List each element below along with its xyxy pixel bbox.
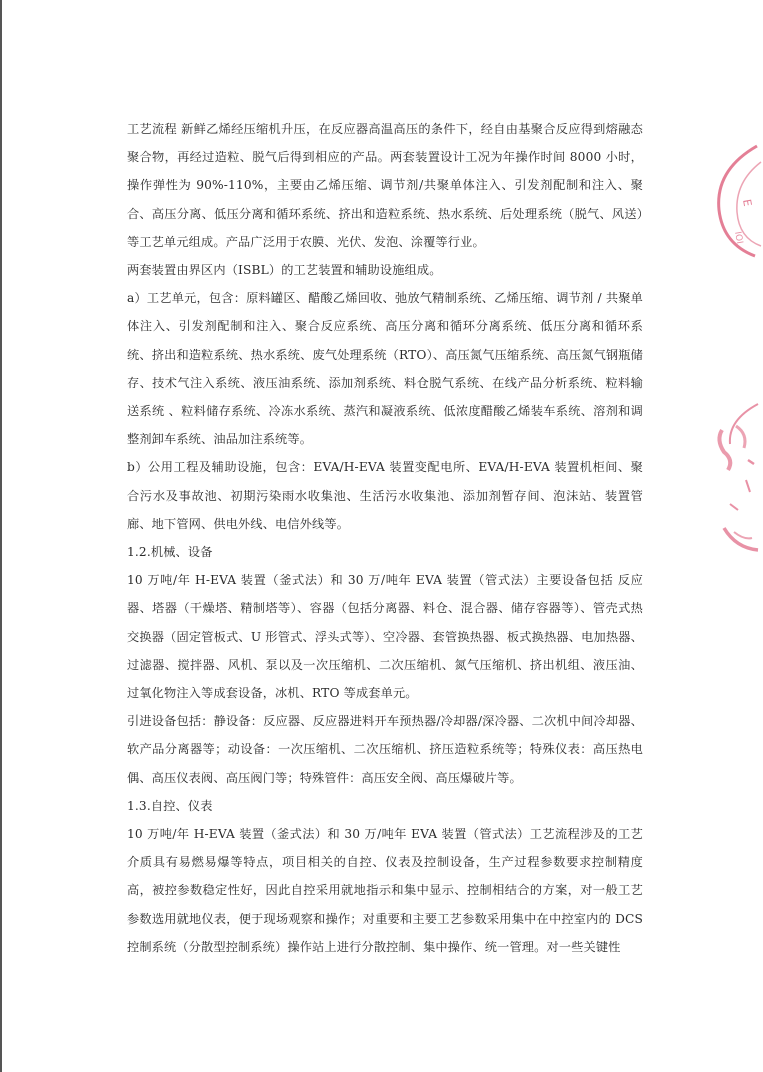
paragraph-process-flow: 工艺流程 新鲜乙烯经压缩机升压，在反应器高温高压的条件下，经自由基聚合反应得到熔融态聚合物，再经过造粒、脱气后得到相应的产品。两套装置设计工况为年操作时间 8000 小时，操作弹性为 90%-110%，主要由乙烯压缩、调节剂/共聚单体注入、引发剂配制和注入、聚合、高压分离、低压分离和循环系统、挤出和造粒系统、热水系统、后处理系统（脱气、风送）等工艺单元组成。产品广泛用于农膜、光伏、发泡、涂覆等行业。: [127, 122, 643, 249]
seal-stamp-top: [705, 140, 763, 260]
page-edge-line: [0, 0, 2, 1072]
paragraph-utilities: b）公用工程及辅助设施，包含：EVA/H-EVA 装置变配电所、EVA/H-EVA 装置机柜间、聚合污水及事故池、初期污染雨水收集池、生活污水收集池、添加剂暂存间、泡沫站、装置管廊、地下管网、供电外线、电信外线等。: [127, 460, 643, 531]
svg-text:IOI: IOI: [732, 230, 745, 245]
section-heading-equipment: 1.2.机械、设备: [127, 545, 213, 560]
paragraph-control-system: 10 万吨/年 H-EVA 装置（釜式法）和 30 万/吨年 EVA 装置（管式法）工艺流程涉及的工艺介质具有易燃易爆等特点，项目相关的自控、仪表及控制设备，生产过程参数要求控制精度高，被控参数稳定性好，因此自控采用就地指示和集中显示、控制相结合的方案，对一般工艺参数选用就地仪表，便于现场观察和操作；对重要和主要工艺参数采用集中在中控室内的 DCS 控制系统（分散型控制系统）操作站上进行分散控制、集中操作、统一管理。对一些关键性: [127, 827, 643, 954]
paragraph-imported-equipment: 引进设备包括：静设备：反应器、反应器进料开车预热器/冷却器/深冷器、二次机中间冷却器、软产品分离器等；动设备：一次压缩机、二次压缩机、挤压造粒系统等；特殊仪表：高压热电偶、高压仪表阀、高压阀门等；特殊管件：高压安全阀、高压爆破片等。: [127, 714, 643, 785]
paragraph-process-units: a）工艺单元，包含：原料罐区、醋酸乙烯回收、弛放气精制系统、乙烯压缩、调节剂 / 共聚单体注入、引发剂配制和注入、聚合反应系统、高压分离和循环分离系统、低压分离和循环系统、挤出和造粒系统、热水系统、废气处理系统（RTO）、高压氮气压缩系统、高压氮气钢瓶储存、技术气注入系统、液压油系统、添加剂系统、料仓脱气系统、在线产品分析系统、粒料输送系统 、粒料储存系统、冷冻水系统、蒸汽和凝液系统、低浓度醋酸乙烯装车系统、溶剂和调整剂卸车系统、油品加注系统等。: [127, 291, 643, 447]
section-heading-instrumentation: 1.3.自控、仪表: [127, 798, 213, 813]
document-page: [127, 115, 643, 961]
seal-stamp-bottom: [708, 400, 763, 560]
svg-text:E: E: [740, 198, 755, 208]
paragraph-composition: 两套装置由界区内（ISBL）的工艺装置和辅助设施组成。: [127, 263, 442, 278]
paragraph-main-equipment: 10 万吨/年 H-EVA 装置（釜式法）和 30 万/吨年 EVA 装置（管式法）主要设备包括 反应器、塔器（干燥塔、精制塔等）、容器（包括分离器、料仓、混合器、储存容器等）、管壳式热交换器（固定管板式、U 形管式、浮头式等）、空冷器、套管换热器、板式换热器、电加热器、过滤器、搅拌器、风机、泵以及一次压缩机、二次压缩机、氮气压缩机、挤出机组、液压油、过氧化物注入等成套设备，冰机、RTO 等成套单元。: [127, 573, 643, 701]
